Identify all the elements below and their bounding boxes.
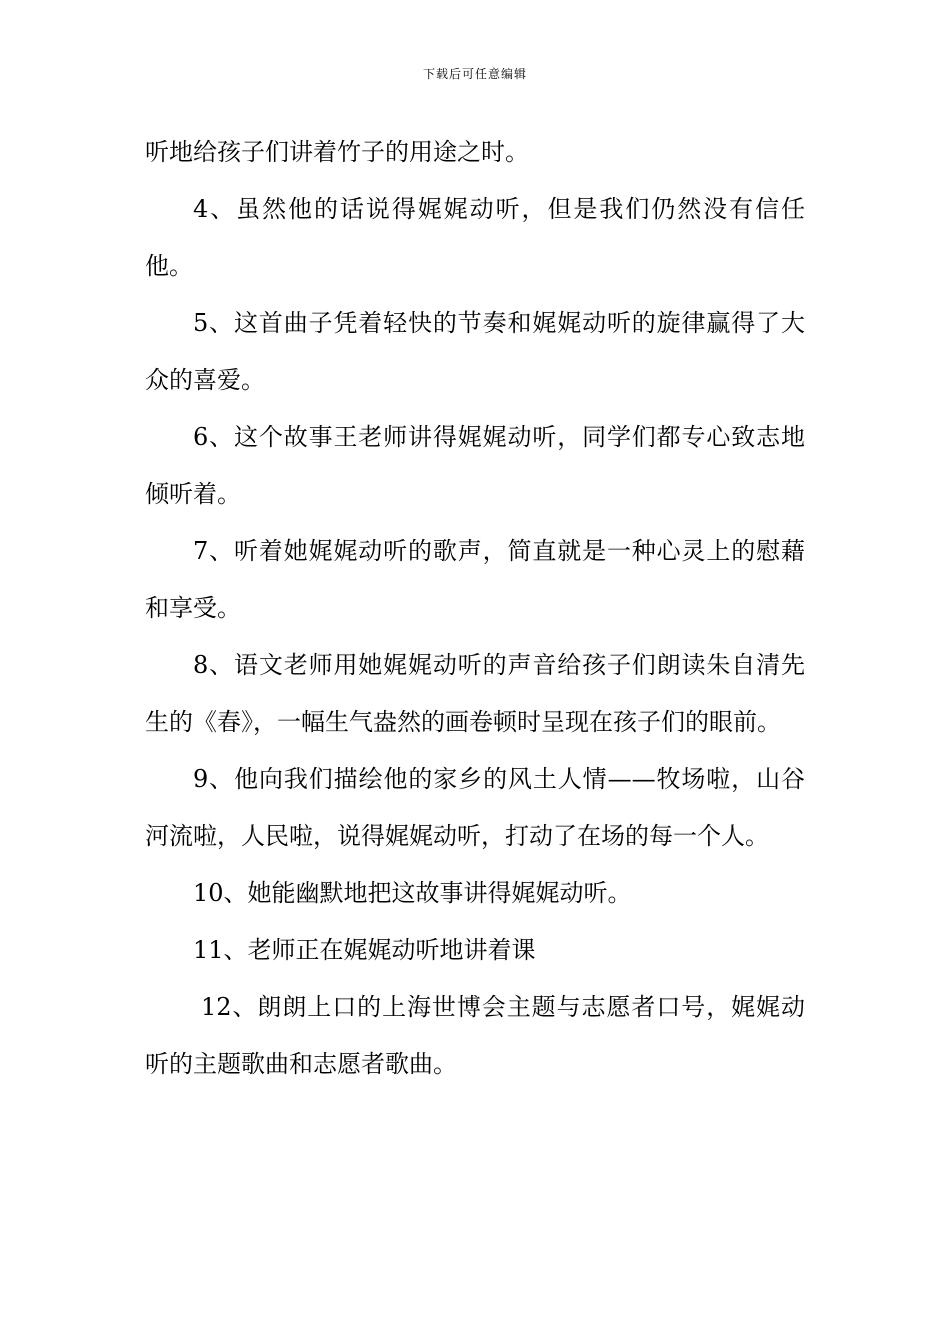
paragraph-7: 7、听着她娓娓动听的歌声，简直就是一种心灵上的慰藉和享受。 — [145, 537, 805, 622]
paragraph-9: 9、他向我们描绘他的家乡的风土人情——牧场啦，山谷河流啦，人民啦，说得娓娓动听，打动了在场的每一个人。 — [145, 765, 805, 850]
document-body — [145, 124, 805, 1093]
paragraph-5: 5、这首曲子凭着轻快的节奏和娓娓动听的旋律赢得了大众的喜爱。 — [145, 309, 805, 394]
page-header: 下载后可任意编辑 — [422, 67, 527, 81]
paragraph-12: 12、朗朗上口的上海世博会主题与志愿者口号，娓娓动听的主题歌曲和志愿者歌曲。 — [145, 993, 805, 1078]
paragraph-6: 6、这个故事王老师讲得娓娓动听，同学们都专心致志地倾听着。 — [145, 423, 805, 508]
paragraph-11: 11、老师正在娓娓动听地讲着课 — [193, 936, 536, 964]
paragraph-continuation: 听地给孩子们讲着竹子的用途之时。 — [145, 138, 529, 166]
paragraph-8: 8、语文老师用她娓娓动听的声音给孩子们朗读朱自清先生的《春》，一幅生气盎然的画卷顿时呈现在孩子们的眼前。 — [145, 651, 805, 736]
paragraph-4: 4、虽然他的话说得娓娓动听，但是我们仍然没有信任他。 — [145, 195, 805, 280]
paragraph-10: 10、她能幽默地把这故事讲得娓娓动听。 — [193, 879, 632, 907]
